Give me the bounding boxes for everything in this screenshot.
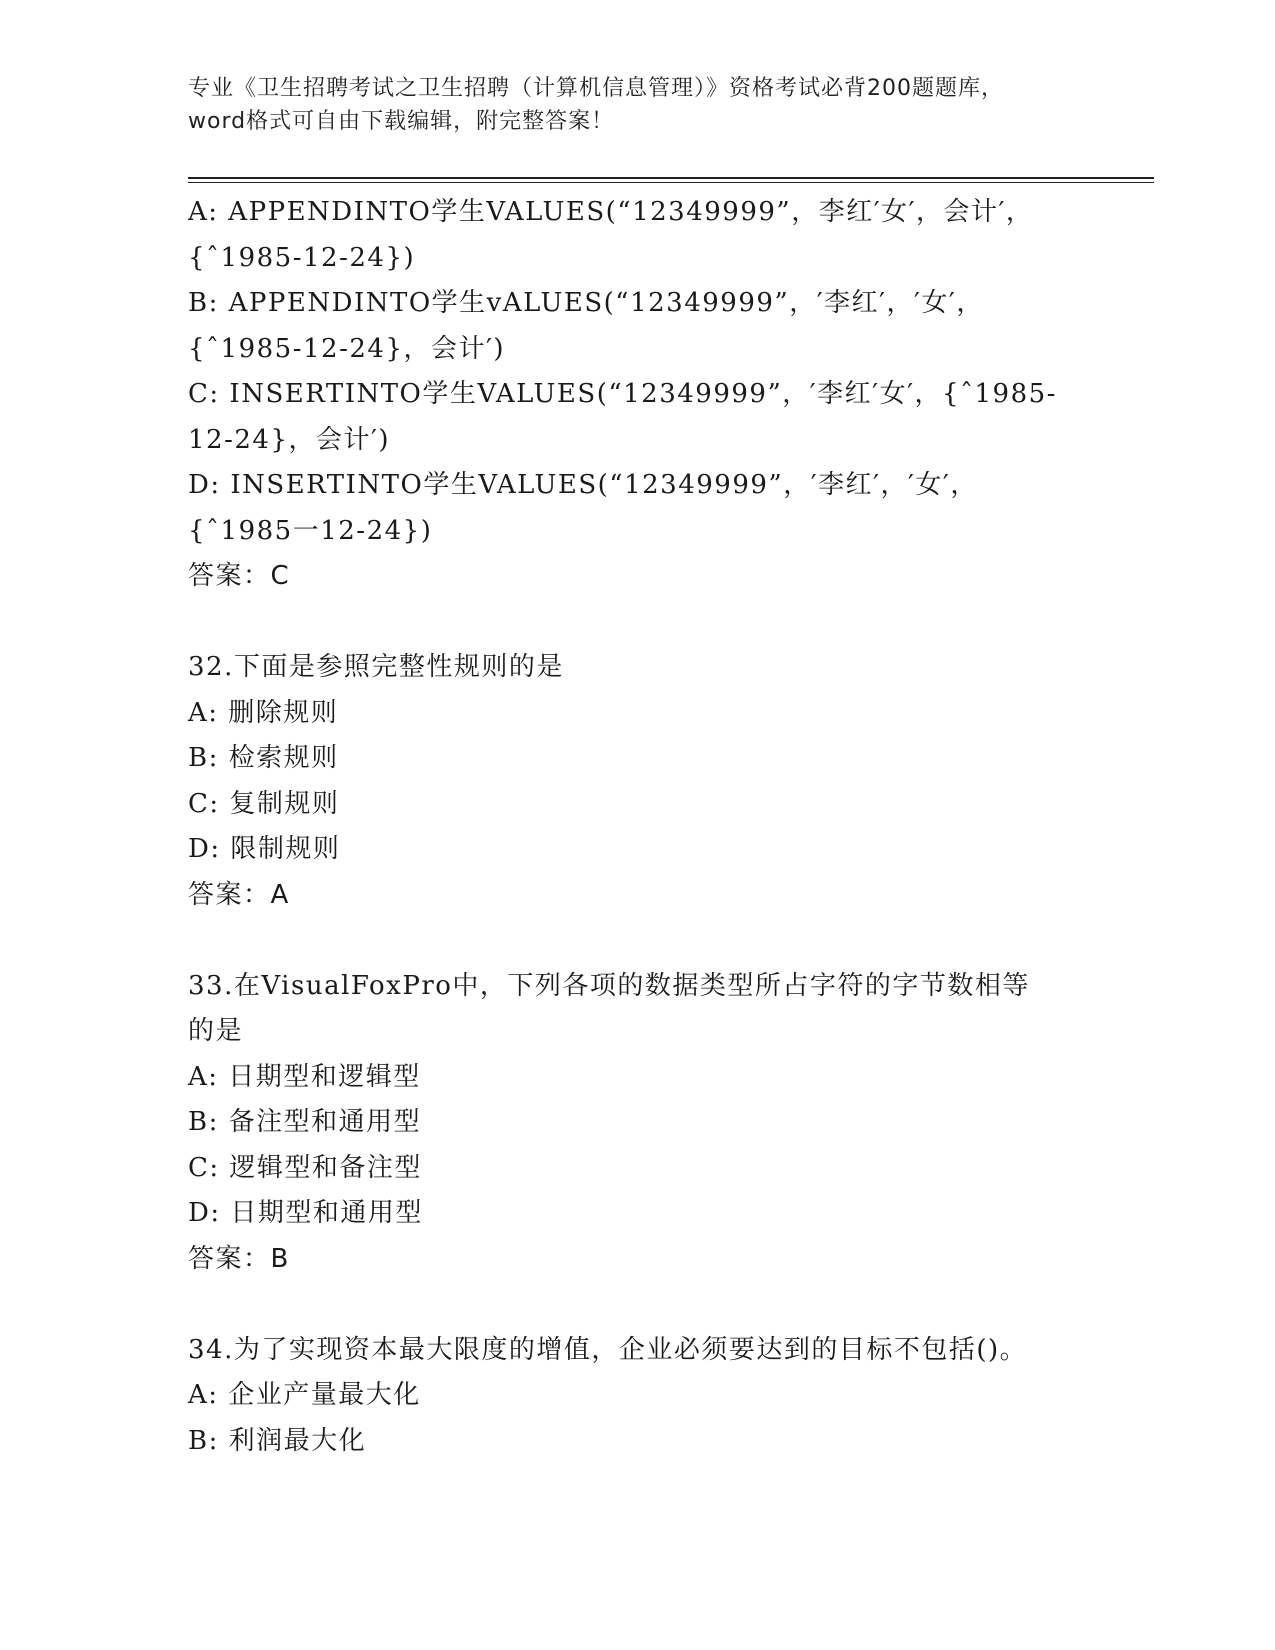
option-b-line-1: B: APPENDINTO学生vALUES(“12349999”，′李红′，′女′，	[188, 288, 984, 318]
question-33-block	[188, 964, 1088, 1283]
option-d: D: 日期型和通用型	[188, 1198, 423, 1228]
spacer	[188, 918, 1088, 964]
question-text-line-2: 的是	[188, 1016, 244, 1046]
question-text-line-1: 33.在VisualFoxPro中，下列各项的数据类型所占字符的字节数相等	[188, 970, 1030, 1001]
header-divider-thin	[188, 182, 1154, 183]
option-a-line-1: A: APPENDINTO学生VALUES(“12349999”，李红′女′，会计′，	[188, 197, 1034, 227]
option-d-line-1: D: INSERTINTO学生VALUES(“12349999”，′李红′，′女′，	[188, 470, 978, 500]
answer-label: 答案：C	[188, 561, 291, 591]
option-a: A: 删除规则	[188, 697, 339, 728]
option-b-line-2: {ˆ1985-12-24}，会计′)	[188, 333, 506, 364]
question-32-block	[188, 645, 1088, 918]
option-c: C: 复制规则	[188, 788, 340, 819]
header-divider-thick	[188, 177, 1154, 179]
option-a-line-2: {ˆ1985-12-24})	[188, 242, 416, 273]
spacer	[188, 1282, 1088, 1328]
option-d-line-2: {ˆ1985一12-24})	[188, 515, 433, 546]
question-text: 34.为了实现资本最大限度的增值，企业必须要达到的目标不包括()。	[188, 1334, 1028, 1365]
spacer	[188, 600, 1088, 646]
header-line-2: word格式可自由下载编辑，附完整答案！	[188, 109, 615, 134]
option-b: B: 备注型和通用型	[188, 1107, 422, 1137]
option-a: A: 企业产量最大化	[188, 1380, 421, 1410]
option-b: B: 利润最大化	[188, 1425, 367, 1456]
header-line-1: 专业《卫生招聘考试之卫生招聘（计算机信息管理）》资格考试必背200题题库，	[188, 76, 1004, 101]
option-c-line-1: C: INSERTINTO学生VALUES(“12349999”，′李红′女′，{ˆ1985-	[188, 379, 1057, 409]
question-text: 32.下面是参照完整性规则的是	[188, 652, 564, 682]
option-c: C: 逻辑型和备注型	[188, 1152, 422, 1183]
document-header	[188, 72, 1088, 138]
document-body	[188, 190, 1088, 1464]
question-34-block	[188, 1328, 1088, 1465]
answer-label: 答案：A	[188, 879, 290, 910]
answer-label: 答案：B	[188, 1243, 290, 1274]
option-d: D: 限制规则	[188, 834, 341, 864]
question-31-block	[188, 190, 1088, 600]
option-a: A: 日期型和逻辑型	[188, 1061, 421, 1092]
option-c-line-2: 12-24}，会计′)	[188, 424, 391, 455]
option-b: B: 检索规则	[188, 743, 339, 773]
